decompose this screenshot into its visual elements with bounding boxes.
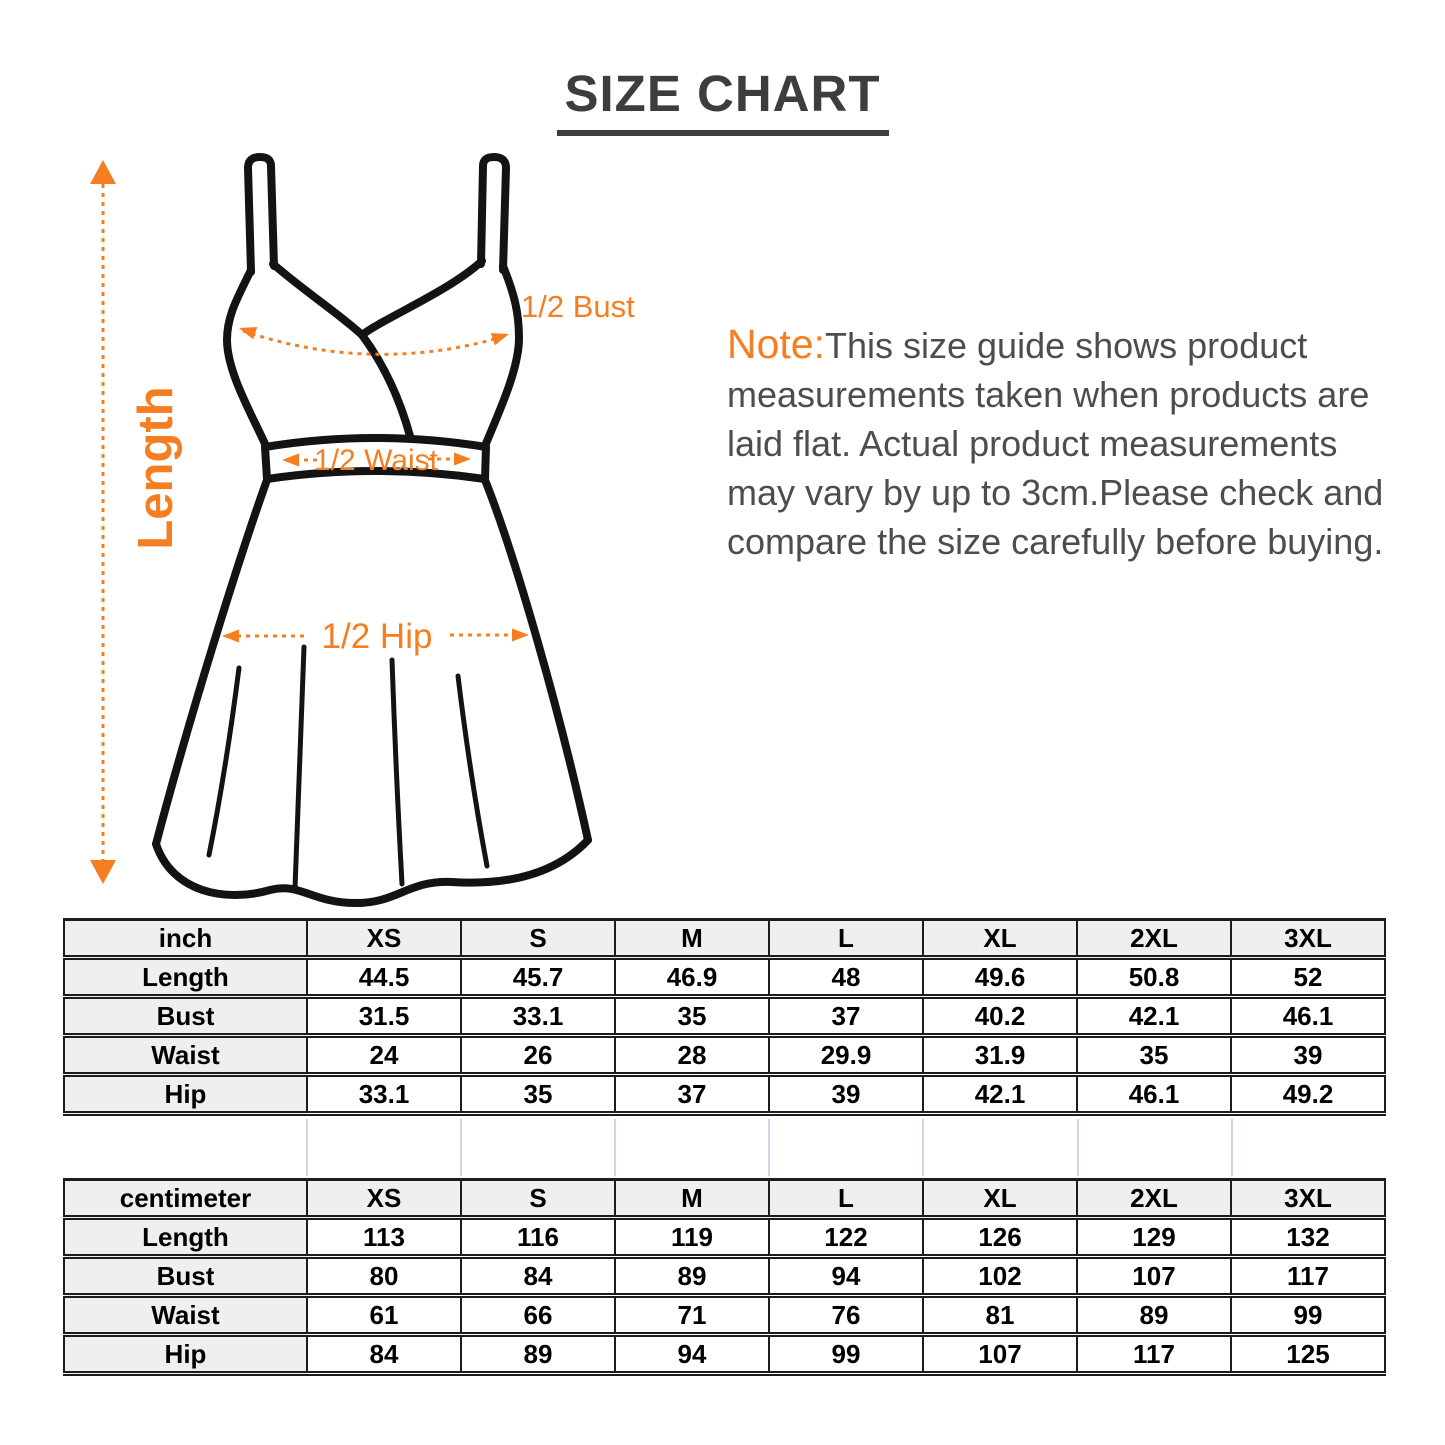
measurement-value-cell: 46.1 [1077,1075,1231,1114]
measurement-value-cell: 102 [923,1257,1077,1296]
measurement-row [64,997,1385,1036]
measurement-value-cell: 44.5 [307,958,461,997]
waist-arrowhead-left-icon [282,454,299,467]
measurement-value-cell: 46.1 [1231,997,1385,1036]
measurement-value-cell: 46.9 [615,958,769,997]
measurement-value-cell: 94 [769,1257,923,1296]
unit-header-cell: centimeter [64,1180,307,1218]
left-strap [248,157,274,272]
unit-header-cell: inch [64,920,307,958]
note-label: Note: [727,321,825,367]
gridline [306,1119,308,1176]
size-header-cell: XL [923,920,1077,958]
waist-label: 1/2 Waist [314,444,438,477]
measurement-value-cell: 80 [307,1257,461,1296]
neckline-wrap-seam [362,335,410,436]
measurement-value-cell: 39 [1231,1036,1385,1075]
measurement-value-cell: 35 [1077,1036,1231,1075]
measurement-value-cell: 45.7 [461,958,615,997]
waist-arrowhead-right-icon [454,453,471,466]
skirt-pleats [209,647,487,888]
skirt-right-edge [485,480,588,840]
measurement-row [64,1335,1385,1374]
measurement-value-cell: 49.6 [923,958,1077,997]
size-header-cell: 3XL [1231,920,1385,958]
measurement-value-cell: 61 [307,1296,461,1335]
gridline [614,1119,616,1176]
measurement-value-cell: 81 [923,1296,1077,1335]
measurement-value-cell: 71 [615,1296,769,1335]
measurement-row [64,958,1385,997]
measurement-value-cell: 37 [615,1075,769,1114]
measurement-value-cell: 42.1 [1077,997,1231,1036]
measurement-value-cell: 122 [769,1218,923,1257]
neckline-right [362,261,482,335]
measurement-row [64,1218,1385,1257]
size-table-centimeter [63,1178,1386,1376]
measurement-value-cell: 107 [1077,1257,1231,1296]
length-label: Length [129,386,183,550]
measurement-value-cell: 84 [307,1335,461,1374]
note-line: compare the size carefully before buying. [727,521,1384,562]
measurement-row [64,1296,1385,1335]
measurement-value-cell: 31.9 [923,1036,1077,1075]
measurement-value-cell: 37 [769,997,923,1036]
measurement-value-cell: 89 [1077,1296,1231,1335]
measurement-value-cell: 42.1 [923,1075,1077,1114]
measurement-value-cell: 66 [461,1296,615,1335]
measurement-value-cell: 76 [769,1296,923,1335]
note-line: laid flat. Actual product measurements [727,423,1338,464]
gridline [922,1119,924,1176]
size-header-cell: M [615,920,769,958]
size-header-cell: 2XL [1077,920,1231,958]
size-header-cell: 3XL [1231,1180,1385,1218]
measurement-value-cell: 129 [1077,1218,1231,1257]
measurement-value-cell: 99 [1231,1296,1385,1335]
measurement-value-cell: 39 [769,1075,923,1114]
measurement-value-cell: 52 [1231,958,1385,997]
measurement-row [64,1036,1385,1075]
size-header-cell: XS [307,920,461,958]
waistband-right-cap [485,447,486,479]
measurement-value-cell: 89 [615,1257,769,1296]
size-header-cell: M [615,1180,769,1218]
size-header-cell: S [461,920,615,958]
measurement-label-cell: Bust [64,997,307,1036]
measurement-value-cell: 125 [1231,1335,1385,1374]
measurement-value-cell: 33.1 [461,997,615,1036]
measurement-value-cell: 132 [1231,1218,1385,1257]
measurement-label-cell: Bust [64,1257,307,1296]
measurement-value-cell: 84 [461,1257,615,1296]
gridline [460,1119,462,1176]
measurement-label-cell: Length [64,958,307,997]
gridline [1231,1119,1233,1176]
length-arrowhead-down-icon [90,860,116,884]
size-header-cell: XS [307,1180,461,1218]
neckline-left [273,264,362,335]
measurement-value-cell: 116 [461,1218,615,1257]
measurement-value-cell: 126 [923,1218,1077,1257]
measurement-value-cell: 99 [769,1335,923,1374]
measurement-value-cell: 89 [461,1335,615,1374]
measurement-value-cell: 33.1 [307,1075,461,1114]
skirt-hem [156,840,588,903]
size-header-cell: XL [923,1180,1077,1218]
measurement-row [64,1257,1385,1296]
size-header-cell: L [769,1180,923,1218]
measurement-value-cell: 35 [461,1075,615,1114]
measurement-value-cell: 117 [1231,1257,1385,1296]
page-title: SIZE CHART [557,64,889,136]
bust-label: 1/2 Bust [521,289,635,324]
measurement-value-cell: 117 [1077,1335,1231,1374]
size-header-cell: 2XL [1077,1180,1231,1218]
measurement-value-cell: 26 [461,1036,615,1075]
measurement-value-cell: 94 [615,1335,769,1374]
bodice-left-edge [227,270,266,446]
measurement-row [64,1075,1385,1114]
hip-arrowhead-right-icon [512,629,529,642]
note-line: measurements taken when products are [727,374,1370,415]
measurement-value-cell: 29.9 [769,1036,923,1075]
measurement-value-cell: 49.2 [1231,1075,1385,1114]
note-line-text: This size guide shows product [825,325,1308,366]
table-header-row [64,1180,1385,1218]
measurement-label-cell: Length [64,1218,307,1257]
length-arrowhead-up-icon [90,160,116,184]
measurement-value-cell: 28 [615,1036,769,1075]
measurement-label-cell: Waist [64,1296,307,1335]
dress-measurement-diagram [0,0,720,930]
hip-arrowhead-left-icon [222,630,239,643]
measurement-value-cell: 113 [307,1218,461,1257]
waistband-left-cap [265,447,267,479]
size-header-cell: S [461,1180,615,1218]
note-line: may vary by up to 3cm.Please check and [727,472,1384,513]
note-line [727,320,1427,370]
measurement-value-cell: 50.8 [1077,958,1231,997]
size-table-inch [63,918,1386,1116]
measurement-label-cell: Waist [64,1036,307,1075]
right-strap [481,157,506,270]
bust-arrowhead-left-icon [237,322,257,340]
measurement-value-cell: 48 [769,958,923,997]
measurement-value-cell: 35 [615,997,769,1036]
measurement-value-cell: 119 [615,1218,769,1257]
dress-outline-drawing [156,157,588,903]
bust-arrowhead-right-icon [491,328,511,346]
measurement-label-cell: Hip [64,1335,307,1374]
table-header-row [64,920,1385,958]
hip-label: 1/2 Hip [321,617,433,656]
measurement-value-cell: 107 [923,1335,1077,1374]
measurement-label-cell: Hip [64,1075,307,1114]
gridline [1077,1119,1079,1176]
measurement-value-cell: 40.2 [923,997,1077,1036]
note-paragraph [727,320,1427,566]
bodice-right-edge [485,266,519,446]
gridline [768,1119,770,1176]
measurement-value-cell: 24 [307,1036,461,1075]
size-header-cell: L [769,920,923,958]
measurement-value-cell: 31.5 [307,997,461,1036]
